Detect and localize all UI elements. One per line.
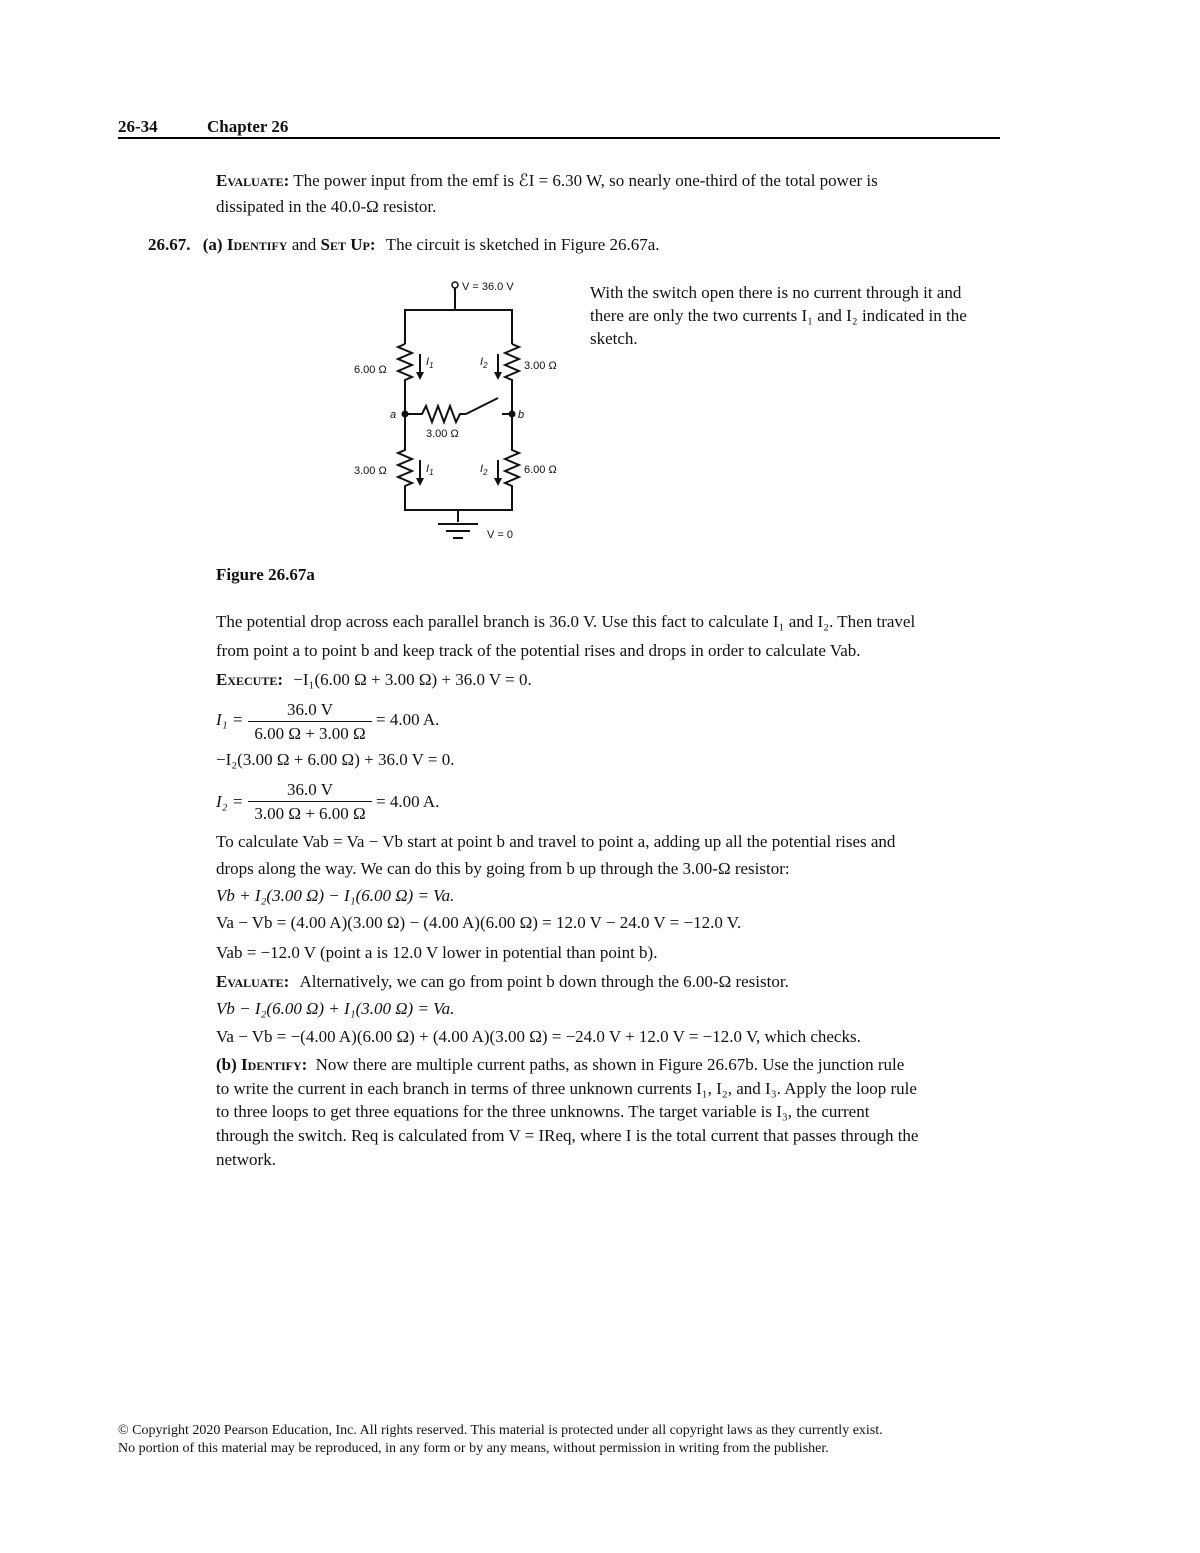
eq-path1: Vb + I₂(3.00 Ω) − I₁(6.00 Ω) = Va. xyxy=(216,886,455,905)
resistor-right-top xyxy=(505,344,519,414)
label-i1-top: $I_1$ xyxy=(426,356,434,370)
node-a xyxy=(402,411,409,418)
label-i2-top: $I_2$ xyxy=(480,356,488,370)
evaluate-top-line1 xyxy=(216,171,878,191)
part-b-line5: network. xyxy=(216,1150,276,1169)
resistor-left-top xyxy=(398,344,412,414)
node-b xyxy=(509,411,516,418)
i2-denominator: 3.00 Ω + 6.00 Ω xyxy=(254,804,366,823)
eq-path2: Vb − I₂(6.00 Ω) + I₁(3.00 Ω) = Va. xyxy=(216,999,455,1018)
switch-blade xyxy=(466,398,498,414)
i1-rhs: = 4.00 A. xyxy=(376,710,440,729)
identify-label: Identify xyxy=(226,235,288,254)
label-r-right-bottom: 6.00 Ω xyxy=(524,464,557,476)
page-number: 26-34 xyxy=(118,117,158,136)
part-a-label: (a) xyxy=(202,235,223,254)
part-b-text-1: Now there are multiple current paths, as shown in Figure 26.67b. Use the junction rule xyxy=(315,1055,905,1074)
body-p1-line1: The potential drop across each parallel branch is 36.0 V. Use this fact to calculate I₁ and I₂. Then travel xyxy=(216,612,916,631)
i1-lhs: I₁ = xyxy=(216,710,244,729)
i2-lhs: I₂ = xyxy=(216,792,244,811)
evaluate-text: The power input from the emf is ℰI = 6.30 W, so nearly one-third of the total power is xyxy=(293,171,878,190)
figure-side-text-1: With the switch open there is no current through it and xyxy=(590,283,962,302)
part-b-line2: to write the current in each branch in terms of three unknown currents I₁, I₂, and I₃. Apply the loop rule xyxy=(216,1079,917,1098)
i1-fraction-line xyxy=(248,721,372,722)
eq-result2: Va − Vb = −(4.00 A)(6.00 Ω) + (4.00 A)(3.00 Ω) = −24.0 V + 12.0 V = −12.0 V, which checks. xyxy=(216,1027,861,1046)
figure-side-text-2: there are only the two currents I₁ and I₂ indicated in the xyxy=(590,306,967,325)
evaluate-top-line2: dissipated in the 40.0-Ω resistor. xyxy=(216,197,437,216)
problem-number: 26.67. xyxy=(148,235,191,254)
calc-line1: To calculate Vab = Va − Vb start at point b and travel to point a, adding up all the potential rises and xyxy=(216,832,896,851)
evaluate-text-2: Alternatively, we can go from point b down through the 6.00-Ω resistor. xyxy=(299,972,789,991)
label-r-right-top: 3.00 Ω xyxy=(524,360,557,372)
resistor-middle xyxy=(405,406,466,422)
label-r-left-top: 6.00 Ω xyxy=(354,364,387,376)
label-v-bottom: V = 0 xyxy=(487,529,513,541)
eq-vab: Vab = −12.0 V (point a is 12.0 V lower in potential than point b). xyxy=(216,943,658,962)
eq-i2: −I₂(3.00 Ω + 6.00 Ω) + 36.0 V = 0. xyxy=(216,750,455,769)
arrowhead-i1-bottom xyxy=(416,478,424,486)
problem-heading xyxy=(148,235,660,255)
setup-label: Set Up: xyxy=(320,235,376,254)
circuit-diagram xyxy=(340,272,590,552)
label-i2-bottom: $I_2$ xyxy=(480,463,488,477)
footer-notice: No portion of this material may be reproduced, in any form or by any means, without permission in writing from the publisher. xyxy=(118,1441,829,1456)
i2-fraction-line xyxy=(248,801,372,802)
body-p1-line2: from point a to point b and keep track of the potential rises and drops in order to calculate Vab. xyxy=(216,641,861,660)
label-i1-bottom: $I_1$ xyxy=(426,463,434,477)
execute-equation: −I₁(6.00 Ω + 3.00 Ω) + 36.0 V = 0. xyxy=(293,670,532,689)
label-point-b: b xyxy=(518,409,525,421)
and-word: and xyxy=(291,235,317,254)
label-v-top: V = 36.0 V xyxy=(462,281,514,293)
figure-caption: Figure 26.67a xyxy=(216,565,315,584)
i2-numerator: 36.0 V xyxy=(287,780,333,799)
resistor-right-bottom xyxy=(505,414,519,510)
chapter-title: Chapter 26 xyxy=(207,117,289,136)
evaluate-label: Evaluate: xyxy=(216,171,290,190)
i2-rhs: = 4.00 A. xyxy=(376,792,440,811)
arrowhead-i1-top xyxy=(416,372,424,380)
figure-side-text-3: sketch. xyxy=(590,329,638,348)
part-b-line3: to three loops to get three equations for the three unknowns. The target variable is I₃, the current xyxy=(216,1102,870,1121)
calc-line2: drops along the way. We can do this by going from b up through the 3.00-Ω resistor: xyxy=(216,859,790,878)
eq-result1: Va − Vb = (4.00 A)(3.00 Ω) − (4.00 A)(6.00 Ω) = 12.0 V − 24.0 V = −12.0 V. xyxy=(216,913,742,932)
evaluate-label-2: Evaluate: xyxy=(216,972,290,991)
label-point-a: a xyxy=(390,409,397,421)
bottom-wire xyxy=(405,497,512,510)
problem-intro: The circuit is sketched in Figure 26.67a. xyxy=(385,235,660,254)
arrowhead-i2-top xyxy=(494,372,502,380)
footer-copyright: © Copyright 2020 Pearson Education, Inc. All rights reserved. This material is protected under all copyright laws as they currently exist. xyxy=(118,1423,883,1438)
top-wire xyxy=(405,310,512,344)
label-r-middle: 3.00 Ω xyxy=(426,428,459,440)
top-terminal xyxy=(452,282,458,288)
evaluate-line xyxy=(216,972,789,992)
part-b-line4: through the switch. Req is calculated from V = IReq, where I is the total current that passes through the xyxy=(216,1126,919,1145)
i1-numerator: 36.0 V xyxy=(287,700,333,719)
i1-denominator: 6.00 Ω + 3.00 Ω xyxy=(254,724,366,743)
part-b-identify: Identify: xyxy=(241,1055,308,1074)
resistor-left-bottom xyxy=(398,414,412,510)
execute-line xyxy=(216,670,532,690)
arrowhead-i2-bottom xyxy=(494,478,502,486)
part-b-line1 xyxy=(216,1055,904,1075)
part-b-label: (b) xyxy=(216,1055,237,1074)
execute-label: Execute: xyxy=(216,670,284,689)
label-r-left-bottom: 3.00 Ω xyxy=(354,465,387,477)
header-rule xyxy=(118,137,1000,139)
